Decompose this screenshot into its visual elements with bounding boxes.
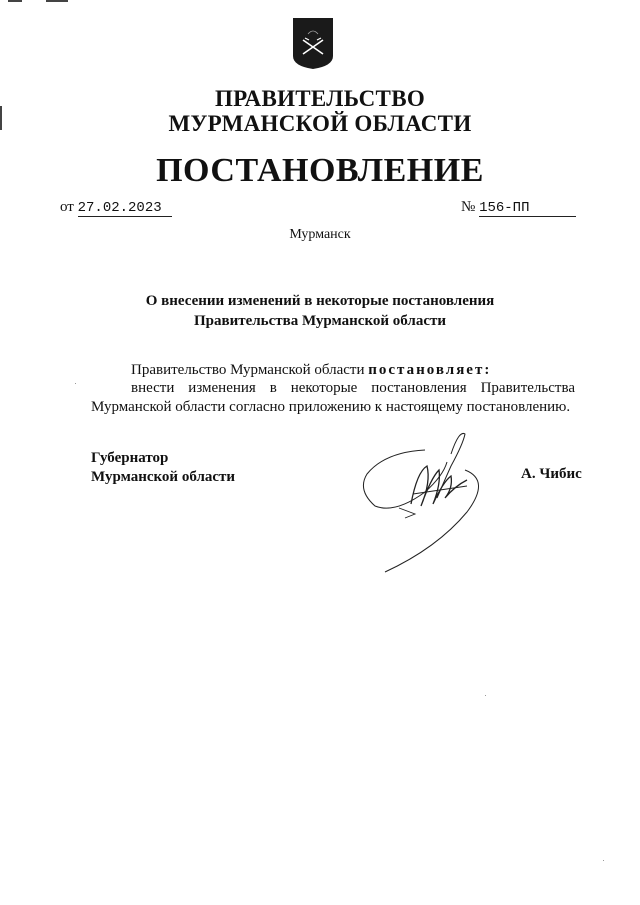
organization-line-1: ПРАВИТЕЛЬСТВО xyxy=(214,86,426,111)
number-value: 156-ПП xyxy=(479,200,576,217)
number-field xyxy=(461,199,576,217)
scan-speck xyxy=(75,383,76,384)
date-prefix: от xyxy=(60,199,74,215)
position-line-2: Мурманской области xyxy=(91,469,236,485)
document-subject xyxy=(0,291,640,331)
body-text: внести изменения в некоторые постановления Правительства Мурманской области согласно приложению к настоящему постановлению. xyxy=(91,380,575,415)
signatory-name: А. Чибис xyxy=(521,466,582,482)
scan-mark-top-left xyxy=(8,0,22,2)
decree-word: постановляет: xyxy=(368,362,492,378)
subject-line-2: Правительства Мурманской области xyxy=(193,313,447,329)
handwritten-signature-icon xyxy=(355,422,505,582)
scan-mark-top xyxy=(46,0,68,2)
organization-line-2: МУРМАНСКОЙ ОБЛАСТИ xyxy=(168,111,472,136)
subject-line-1: О внесении изменений в некоторые постановления xyxy=(145,293,495,309)
scan-speck xyxy=(603,860,604,861)
city: Мурманск xyxy=(289,227,351,242)
date-value: 27.02.2023 xyxy=(78,200,172,217)
document-type-title: ПОСТАНОВЛЕНИЕ xyxy=(156,152,484,189)
number-prefix: № xyxy=(461,199,476,215)
body-intro xyxy=(131,362,491,379)
scan-speck xyxy=(485,695,486,696)
body-intro-text: Правительство Мурманской области xyxy=(131,362,365,378)
signatory-position xyxy=(91,449,235,487)
position-line-1: Губернатор xyxy=(91,450,169,466)
date-field xyxy=(60,199,172,217)
coat-of-arms-icon xyxy=(291,16,335,70)
